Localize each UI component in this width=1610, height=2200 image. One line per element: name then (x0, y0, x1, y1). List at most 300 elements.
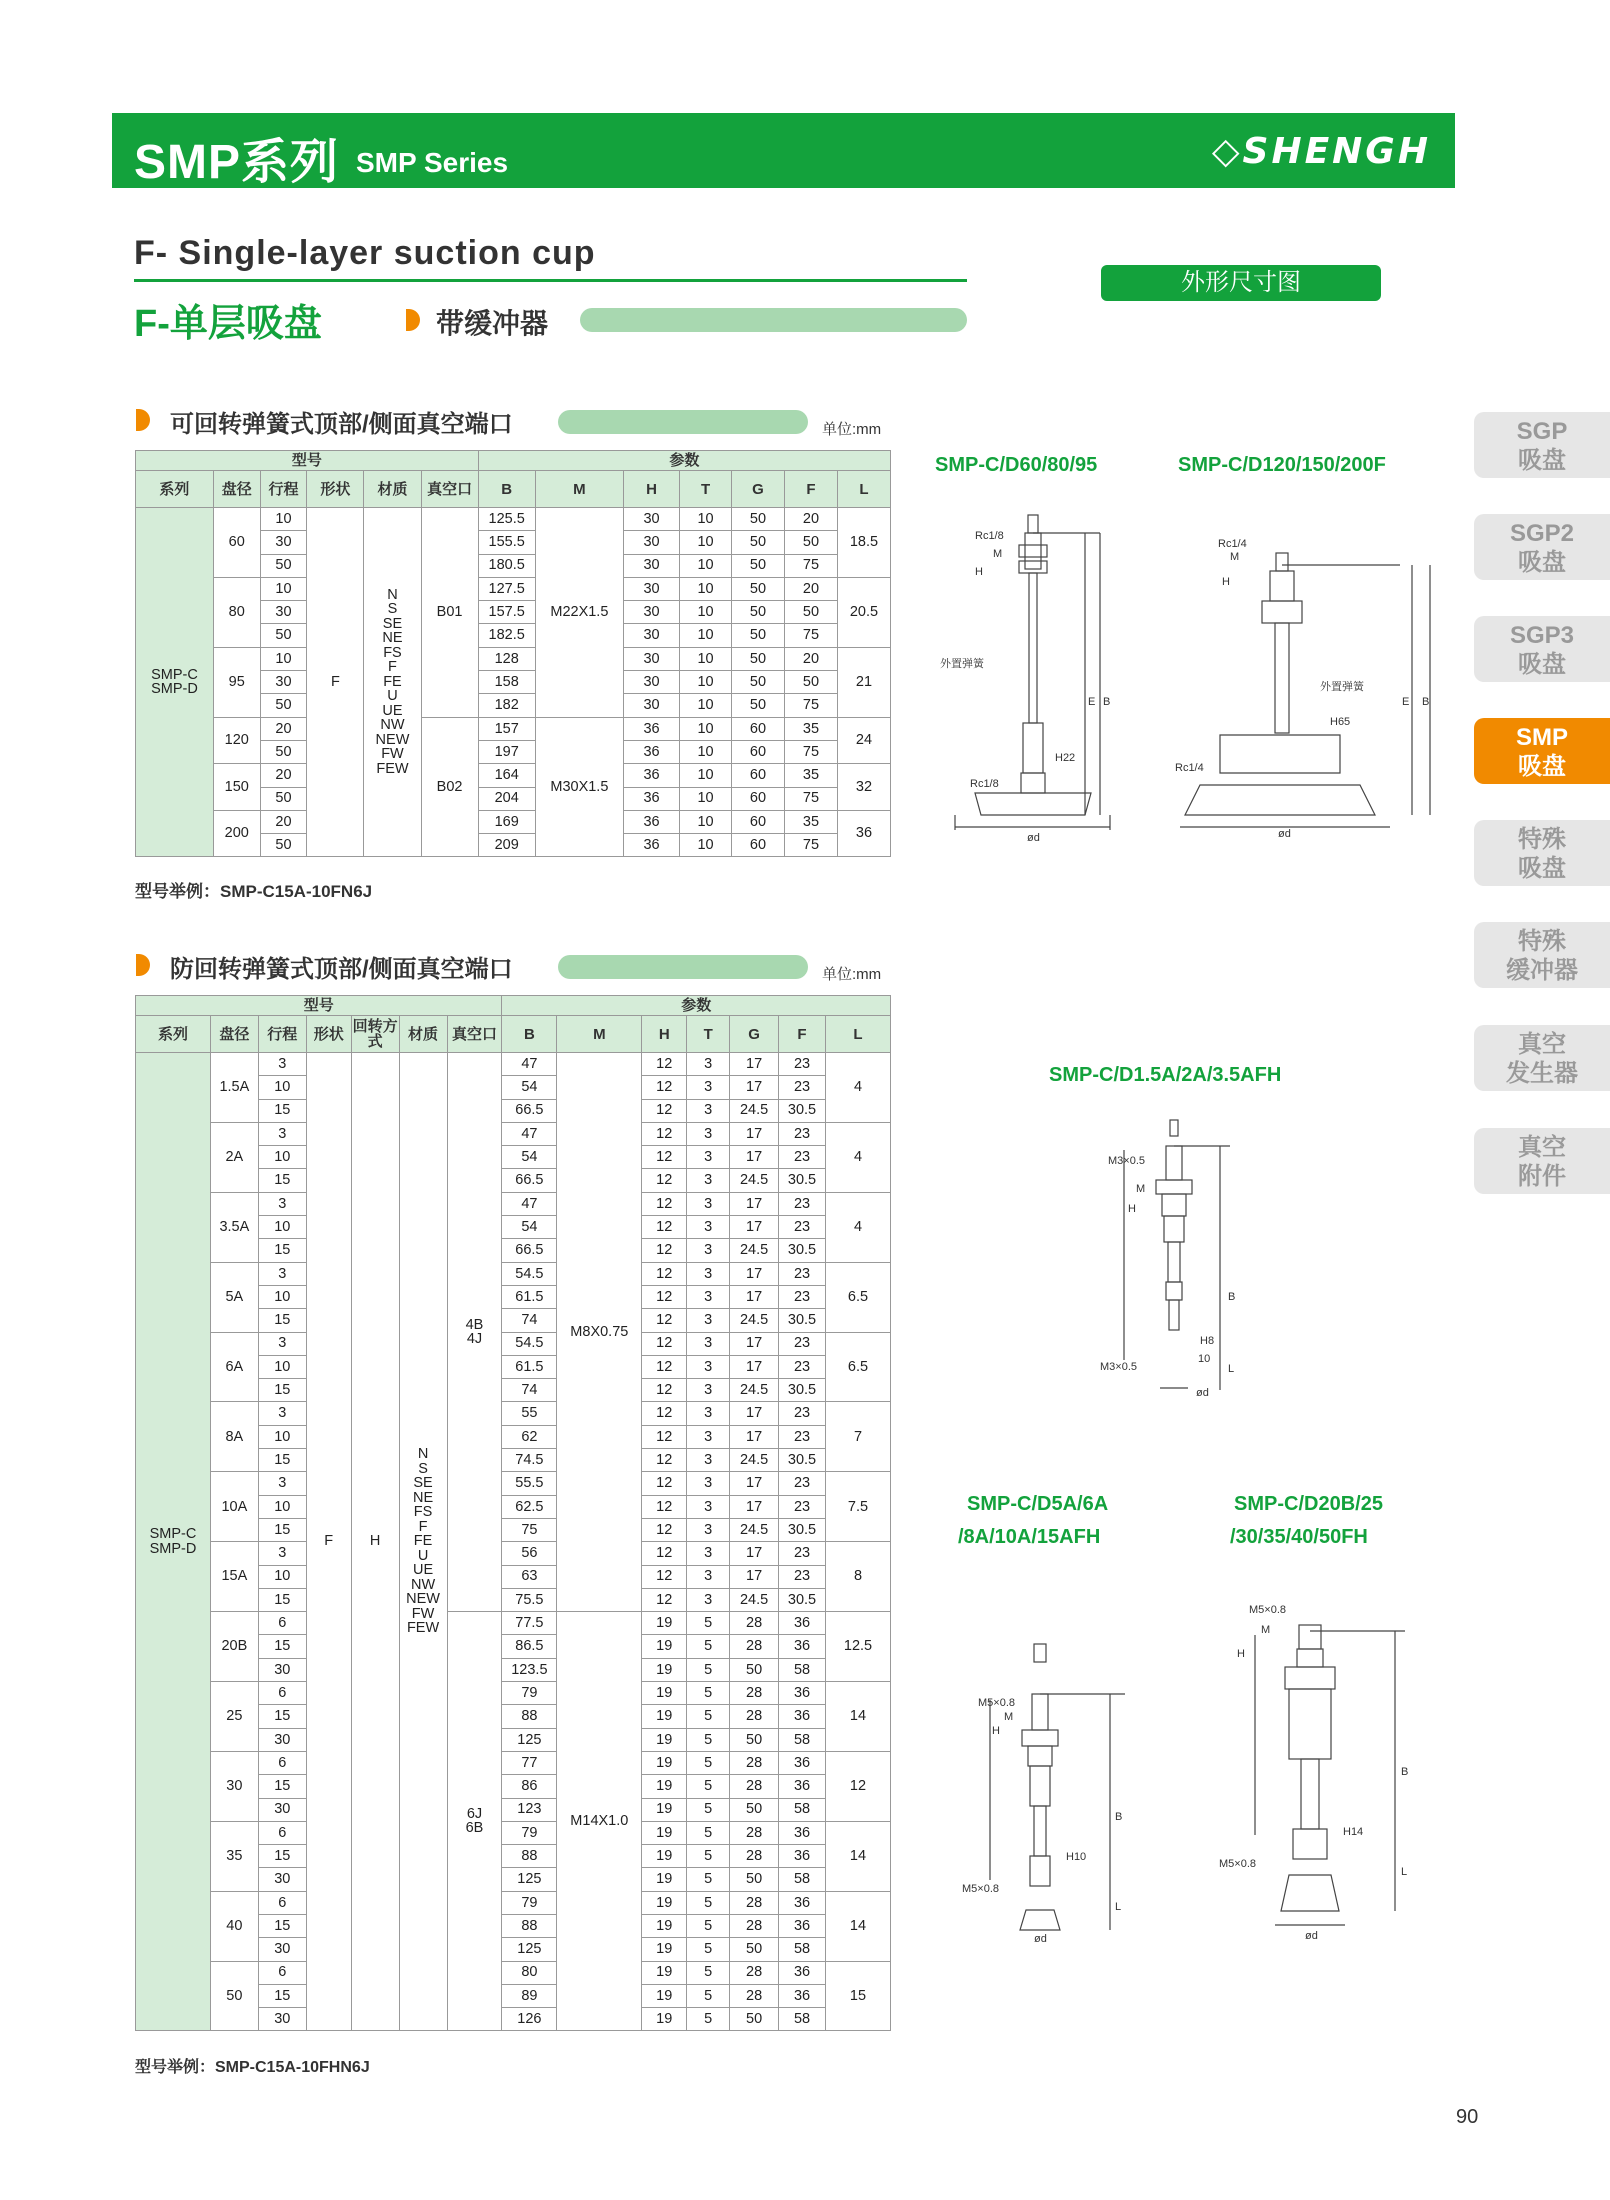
svg-text:H8: H8 (1200, 1335, 1215, 1347)
param-cell: 28 (730, 1635, 779, 1658)
sidebar-item-label: 特殊 (1518, 928, 1566, 955)
param-cell: 12 (642, 1402, 687, 1425)
sidebar-item-2[interactable] (1474, 616, 1610, 682)
b-cell: 209 (478, 834, 535, 857)
b-cell: 47 (502, 1122, 557, 1145)
table-row (136, 647, 891, 670)
param-cell: 24.5 (730, 1099, 779, 1122)
stroke-cell: 50 (260, 694, 307, 717)
param-cell: 30 (624, 577, 680, 600)
svg-text:H: H (1128, 1203, 1136, 1215)
column-header: M (557, 1016, 642, 1053)
param-cell: 30 (624, 647, 680, 670)
param-cell: 20 (784, 577, 837, 600)
param-cell: 20 (784, 647, 837, 670)
stroke-cell: 10 (258, 1425, 306, 1448)
b-cell: 61.5 (502, 1285, 557, 1308)
param-cell: 5 (687, 1914, 730, 1937)
param-cell: 30.5 (779, 1239, 826, 1262)
svg-text:ød: ød (1034, 1933, 1047, 1945)
param-cell: 23 (779, 1262, 826, 1285)
param-cell: 36 (624, 740, 680, 763)
l-cell: 15 (825, 1961, 890, 2031)
sidebar-item-3[interactable] (1474, 718, 1610, 784)
param-cell: 35 (784, 810, 837, 833)
sidebar-item-4[interactable] (1474, 820, 1610, 886)
param-cell: 5 (687, 1705, 730, 1728)
b-cell: 155.5 (478, 531, 535, 554)
param-cell: 36 (779, 1775, 826, 1798)
table-row (136, 1682, 891, 1705)
param-cell: 19 (642, 1658, 687, 1681)
stroke-cell: 30 (260, 671, 307, 694)
param-cell: 36 (624, 717, 680, 740)
svg-text:M5×0.8: M5×0.8 (1219, 1858, 1256, 1870)
stroke-cell: 30 (260, 531, 307, 554)
param-cell: 36 (624, 787, 680, 810)
param-cell: 30.5 (779, 1449, 826, 1472)
stroke-cell: 20 (260, 810, 307, 833)
diameter-cell: 8A (210, 1402, 258, 1472)
param-cell: 12 (642, 1122, 687, 1145)
stroke-cell: 15 (258, 1914, 306, 1937)
svg-text:E: E (1402, 696, 1410, 708)
param-cell: 35 (784, 764, 837, 787)
series-cell: SMP-C SMP-D (136, 508, 214, 857)
param-cell: 12 (642, 1355, 687, 1378)
stroke-cell: 3 (258, 1402, 306, 1425)
param-cell: 3 (687, 1239, 730, 1262)
table-row (136, 1751, 891, 1774)
param-cell: 19 (642, 1798, 687, 1821)
table-row (136, 1891, 891, 1914)
param-cell: 36 (779, 1891, 826, 1914)
stroke-cell: 6 (258, 1751, 306, 1774)
param-cell: 17 (730, 1285, 779, 1308)
param-cell: 50 (732, 694, 785, 717)
stroke-cell: 3 (258, 1262, 306, 1285)
param-cell: 3 (687, 1262, 730, 1285)
b-cell: 47 (502, 1192, 557, 1215)
param-cell: 24.5 (730, 1169, 779, 1192)
param-cell: 28 (730, 1751, 779, 1774)
param-cell: 36 (779, 1961, 826, 1984)
param-cell: 36 (779, 1705, 826, 1728)
sidebar-item-1[interactable] (1474, 514, 1610, 580)
diameter-cell: 20B (210, 1612, 258, 1682)
svg-text:M: M (1004, 1711, 1014, 1723)
vacuum-port-cell: B01 (421, 508, 478, 718)
column-header: G (730, 1016, 779, 1053)
column-header: L (825, 1016, 890, 1053)
column-header: F (779, 1016, 826, 1053)
b-cell: 157 (478, 717, 535, 740)
param-cell: 23 (779, 1565, 826, 1588)
stroke-cell: 10 (258, 1076, 306, 1099)
stroke-cell: 6 (258, 1682, 306, 1705)
sidebar-item-5[interactable] (1474, 922, 1610, 988)
stroke-cell: 3 (258, 1472, 306, 1495)
svg-text:Rc1/4: Rc1/4 (1175, 762, 1204, 774)
drawing-1-5a-3-5a (1090, 1110, 1280, 1410)
param-cell: 12 (642, 1285, 687, 1308)
param-cell: 28 (730, 1961, 779, 1984)
b-cell: 66.5 (502, 1239, 557, 1262)
l-cell: 14 (825, 1891, 890, 1961)
param-cell: 23 (779, 1076, 826, 1099)
marker-icon (406, 309, 420, 331)
param-cell: 12 (642, 1169, 687, 1192)
param-cell: 36 (624, 834, 680, 857)
param-cell: 19 (642, 1914, 687, 1937)
header-group-model: 型号 (136, 451, 479, 471)
b-cell: 77.5 (502, 1612, 557, 1635)
param-cell: 3 (687, 1495, 730, 1518)
b-cell: 180.5 (478, 554, 535, 577)
table-row (136, 1192, 891, 1215)
decor-bar (558, 955, 808, 979)
svg-text:M5×0.8: M5×0.8 (962, 1883, 999, 1895)
svg-text:H: H (992, 1725, 1000, 1737)
sidebar-item-sublabel: 缓冲器 (1506, 957, 1578, 984)
b-cell: 55 (502, 1402, 557, 1425)
diameter-cell: 50 (210, 1961, 258, 2031)
diameter-cell: 3.5A (210, 1192, 258, 1262)
param-cell: 23 (779, 1332, 826, 1355)
sidebar-item-label: 真空 (1518, 1031, 1566, 1058)
spec-table-1 (135, 450, 891, 857)
param-cell: 19 (642, 1868, 687, 1891)
param-cell: 3 (687, 1355, 730, 1378)
stroke-cell: 15 (258, 1169, 306, 1192)
param-cell: 50 (730, 1658, 779, 1681)
param-cell: 19 (642, 1751, 687, 1774)
param-cell: 17 (730, 1122, 779, 1145)
stroke-cell: 30 (258, 2008, 306, 2031)
param-cell: 75 (784, 740, 837, 763)
column-header: T (687, 1016, 730, 1053)
column-header: F (784, 471, 837, 508)
b-cell: 88 (502, 1914, 557, 1937)
param-cell: 17 (730, 1076, 779, 1099)
param-cell: 50 (732, 531, 785, 554)
b-cell: 79 (502, 1682, 557, 1705)
table-row (136, 508, 891, 531)
param-cell: 30 (624, 671, 680, 694)
sidebar-item-label: 真空 (1518, 1134, 1566, 1161)
param-cell: 3 (687, 1425, 730, 1448)
param-cell: 12 (642, 1239, 687, 1262)
drawing-label-5b: /30/35/40/50FH (1230, 1526, 1368, 1548)
b-cell: 125 (502, 1728, 557, 1751)
param-cell: 12 (642, 1216, 687, 1239)
param-cell: 12 (642, 1495, 687, 1518)
param-cell: 17 (730, 1542, 779, 1565)
param-cell: 23 (779, 1542, 826, 1565)
column-header: L (837, 471, 890, 508)
vacuum-port-cell: 6J 6B (447, 1612, 502, 2031)
drawing-20b-50 (1205, 1595, 1430, 1955)
param-cell: 30.5 (779, 1518, 826, 1541)
stroke-cell: 20 (260, 764, 307, 787)
b-cell: 79 (502, 1891, 557, 1914)
param-cell: 19 (642, 1821, 687, 1844)
b-cell: 74.5 (502, 1449, 557, 1472)
svg-text:Rc1/8: Rc1/8 (975, 530, 1004, 542)
table-row (136, 1961, 891, 1984)
page-number: 90 (1456, 2106, 1479, 2128)
param-cell: 50 (732, 508, 785, 531)
param-cell: 17 (730, 1332, 779, 1355)
diameter-cell: 10A (210, 1472, 258, 1542)
param-cell: 30.5 (779, 1588, 826, 1611)
param-cell: 36 (779, 1845, 826, 1868)
param-cell: 19 (642, 1961, 687, 1984)
stroke-cell: 15 (258, 1099, 306, 1122)
svg-text:H10: H10 (1066, 1851, 1087, 1863)
column-header: 形状 (307, 471, 364, 508)
param-cell: 58 (779, 1658, 826, 1681)
param-cell: 3 (687, 1472, 730, 1495)
column-header: 形状 (306, 1016, 351, 1053)
title-underline (134, 279, 967, 282)
header-group-param: 参数 (502, 996, 891, 1016)
param-cell: 24.5 (730, 1449, 779, 1472)
param-cell: 5 (687, 1658, 730, 1681)
section1-title: 可回转弹簧式顶部/侧面真空端口 (170, 411, 513, 438)
param-cell: 35 (784, 717, 837, 740)
param-cell: 12 (642, 1472, 687, 1495)
b-cell: 61.5 (502, 1355, 557, 1378)
param-cell: 28 (730, 1775, 779, 1798)
stroke-cell: 20 (260, 717, 307, 740)
svg-text:ød: ød (1278, 828, 1291, 840)
column-header: G (732, 471, 785, 508)
param-cell: 28 (730, 1612, 779, 1635)
svg-text:B: B (1228, 1291, 1236, 1303)
param-cell: 3 (687, 1518, 730, 1541)
param-cell: 5 (687, 1984, 730, 2007)
sidebar-item-sublabel: 吸盘 (1518, 855, 1566, 882)
stroke-cell: 10 (260, 508, 307, 531)
l-cell: 4 (825, 1192, 890, 1262)
param-cell: 24.5 (730, 1239, 779, 1262)
param-cell: 3 (687, 1449, 730, 1472)
param-cell: 10 (680, 508, 732, 531)
param-cell: 50 (730, 2008, 779, 2031)
sidebar-item-0[interactable] (1474, 412, 1610, 478)
svg-text:L: L (1401, 1866, 1408, 1878)
l-cell: 14 (825, 1682, 890, 1752)
l-cell: 18.5 (837, 508, 890, 578)
svg-text:L: L (1228, 1363, 1235, 1375)
param-cell: 17 (730, 1192, 779, 1215)
svg-text:H: H (975, 566, 983, 578)
b-cell: 79 (502, 1821, 557, 1844)
diameter-cell: 60 (213, 508, 260, 578)
param-cell: 50 (732, 624, 785, 647)
sidebar-item-label: SGP (1516, 418, 1568, 445)
param-cell: 3 (687, 1309, 730, 1332)
b-cell: 62.5 (502, 1495, 557, 1518)
param-cell: 30 (624, 601, 680, 624)
param-cell: 24.5 (730, 1518, 779, 1541)
header-title-en: SMP Series (356, 147, 509, 178)
param-cell: 50 (784, 531, 837, 554)
table-row (136, 1542, 891, 1565)
param-cell: 23 (779, 1402, 826, 1425)
b-cell: 86.5 (502, 1635, 557, 1658)
b-cell: 54 (502, 1146, 557, 1169)
section1-example: 型号举例：SMP-C15A-10FN6J (135, 882, 373, 901)
param-cell: 3 (687, 1076, 730, 1099)
param-cell: 50 (730, 1728, 779, 1751)
b-cell: 80 (502, 1961, 557, 1984)
drawing-label-4a: SMP-C/D5A/6A (967, 1493, 1109, 1515)
b-cell: 125 (502, 1868, 557, 1891)
param-cell: 12 (642, 1425, 687, 1448)
svg-text:外置弹簧: 外置弹簧 (940, 658, 984, 670)
diameter-cell: 200 (213, 810, 260, 857)
column-header: B (478, 471, 535, 508)
param-cell: 58 (779, 1728, 826, 1751)
param-cell: 23 (779, 1425, 826, 1448)
marker-icon (136, 409, 150, 431)
stroke-cell: 10 (258, 1216, 306, 1239)
table-row (136, 764, 891, 787)
m-cell: M22X1.5 (535, 508, 623, 718)
param-cell: 12 (642, 1542, 687, 1565)
param-cell: 58 (779, 2008, 826, 2031)
param-cell: 28 (730, 1705, 779, 1728)
stroke-cell: 30 (258, 1868, 306, 1891)
param-cell: 36 (779, 1612, 826, 1635)
l-cell: 6.5 (825, 1332, 890, 1402)
stroke-cell: 10 (258, 1565, 306, 1588)
param-cell: 12 (642, 1518, 687, 1541)
l-cell: 20.5 (837, 577, 890, 647)
b-cell: 123.5 (502, 1658, 557, 1681)
stroke-cell: 10 (260, 577, 307, 600)
stroke-cell: 15 (258, 1518, 306, 1541)
param-cell: 10 (680, 531, 732, 554)
stroke-cell: 10 (260, 647, 307, 670)
b-cell: 54 (502, 1216, 557, 1239)
param-cell: 5 (687, 1938, 730, 1961)
l-cell: 8 (825, 1542, 890, 1612)
sidebar-item-sublabel: 附件 (1518, 1163, 1566, 1190)
param-cell: 19 (642, 1984, 687, 2007)
stroke-cell: 6 (258, 1612, 306, 1635)
param-cell: 10 (680, 601, 732, 624)
sidebar-item-sublabel: 吸盘 (1518, 651, 1566, 678)
param-cell: 60 (732, 717, 785, 740)
param-cell: 50 (732, 647, 785, 670)
stroke-cell: 6 (258, 1891, 306, 1914)
spec-table-2 (135, 995, 891, 2031)
b-cell: 56 (502, 1542, 557, 1565)
column-header: 系列 (136, 471, 214, 508)
svg-text:M: M (1136, 1183, 1146, 1195)
param-cell: 19 (642, 2008, 687, 2031)
param-cell: 50 (730, 1798, 779, 1821)
param-cell: 50 (732, 671, 785, 694)
param-cell: 10 (680, 554, 732, 577)
param-cell: 75 (784, 554, 837, 577)
param-cell: 50 (732, 601, 785, 624)
param-cell: 5 (687, 1798, 730, 1821)
table-row (136, 1053, 891, 1076)
l-cell: 7.5 (825, 1472, 890, 1542)
b-cell: 157.5 (478, 601, 535, 624)
param-cell: 12 (642, 1053, 687, 1076)
param-cell: 30 (624, 694, 680, 717)
stroke-cell: 15 (258, 1588, 306, 1611)
b-cell: 125.5 (478, 508, 535, 531)
stroke-cell: 30 (258, 1728, 306, 1751)
diameter-cell: 30 (210, 1751, 258, 1821)
section1-unit: 单位:mm (822, 421, 882, 438)
param-cell: 50 (730, 1868, 779, 1891)
param-cell: 60 (732, 834, 785, 857)
param-cell: 3 (687, 1588, 730, 1611)
l-cell: 24 (837, 717, 890, 764)
param-cell: 3 (687, 1099, 730, 1122)
stroke-cell: 15 (258, 1635, 306, 1658)
param-cell: 30 (624, 624, 680, 647)
b-cell: 54.5 (502, 1332, 557, 1355)
param-cell: 17 (730, 1425, 779, 1448)
param-cell: 50 (784, 671, 837, 694)
svg-text:B: B (1103, 696, 1111, 708)
param-cell: 10 (680, 740, 732, 763)
param-cell: 75 (784, 624, 837, 647)
param-cell: 58 (779, 1868, 826, 1891)
m-cell: M8X0.75 (557, 1053, 642, 1612)
column-header: 行程 (258, 1016, 306, 1053)
param-cell: 36 (779, 1682, 826, 1705)
b-cell: 127.5 (478, 577, 535, 600)
param-cell: 5 (687, 1751, 730, 1774)
m-cell: M14X1.0 (557, 1612, 642, 2031)
svg-text:M5×0.8: M5×0.8 (1249, 1604, 1286, 1616)
header-group-model: 型号 (136, 996, 502, 1016)
param-cell: 17 (730, 1495, 779, 1518)
param-cell: 75 (784, 694, 837, 717)
svg-text:ød: ød (1027, 832, 1040, 844)
header-group-param: 参数 (478, 451, 890, 471)
param-cell: 36 (779, 1635, 826, 1658)
param-cell: 75 (784, 787, 837, 810)
page-header (112, 113, 1455, 188)
param-cell: 12 (642, 1076, 687, 1099)
sidebar-item-6[interactable] (1474, 1025, 1610, 1091)
stroke-cell: 30 (258, 1938, 306, 1961)
param-cell: 30 (624, 554, 680, 577)
stroke-cell: 15 (258, 1309, 306, 1332)
table-row (136, 1262, 891, 1285)
rotation-cell: H (351, 1053, 399, 2031)
column-header: 系列 (136, 1016, 211, 1053)
param-cell: 12 (642, 1192, 687, 1215)
l-cell: 6.5 (825, 1262, 890, 1332)
sidebar-item-7[interactable] (1474, 1128, 1610, 1194)
stroke-cell: 3 (258, 1192, 306, 1215)
svg-text:H22: H22 (1055, 752, 1076, 764)
param-cell: 24.5 (730, 1588, 779, 1611)
svg-text:M: M (1261, 1624, 1271, 1636)
param-cell: 30 (624, 508, 680, 531)
